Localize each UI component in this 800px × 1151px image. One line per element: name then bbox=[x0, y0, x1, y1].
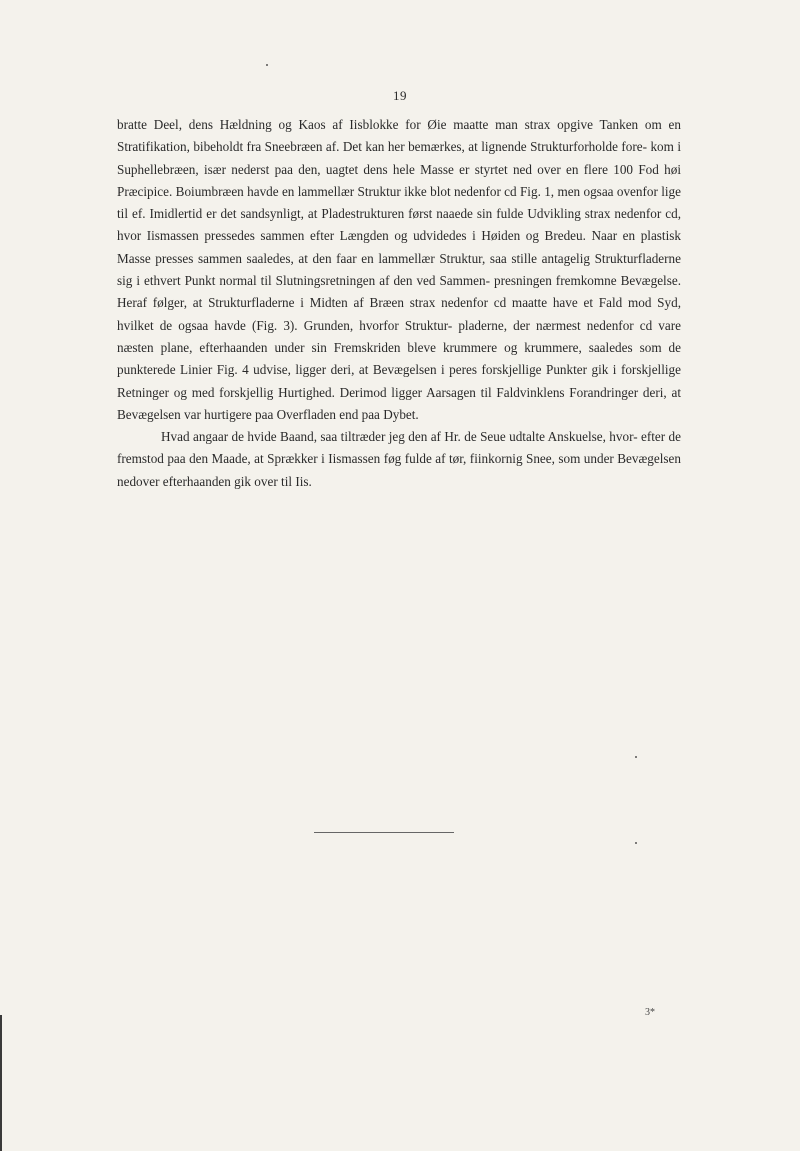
paragraph-2: Hvad angaar de hvide Baand, saa tiltræder jeg den af Hr. de Seue udtalte Anskuelse, hvor- efter de fremstod paa den Maade, at Sprækker i Iismassen føg fulde af tør, fiinkornig Snee, som under Bevægelsen nedover efterhaanden gik over til Iis. bbox=[117, 429, 681, 489]
section-divider bbox=[314, 832, 454, 833]
body-text bbox=[117, 114, 681, 493]
paper-speck bbox=[266, 64, 268, 66]
paragraph-1: bratte Deel, dens Hældning og Kaos af Iisblokke for Øie maatte man strax opgive Tanken om en Stratifikation, bibeholdt fra Sneebræen af. Det kan her bemærkes, at lignende Strukturforholde fore- kom i Suphellebræen, især nederst paa den, uagtet dens hele Masse er styrtet ned over en flere 100 Fod høi Præcipice. Boiumbræen havde en lammellær Struktur ikke blot nedenfor cd Fig. 1, men ogsaa ovenfor lige til ef. Imidlertid er det sandsynligt, at Pladestrukturen først naaede sin fulde Udvikling strax nedenfor cd, hvor Iismassen pressedes sammen efter Længden og udvidedes i Høiden og Bredeu. Naar en plastisk Masse presses sammen saaledes, at den faar en lammellær Struktur, saa stille antagelig Strukturfladerne sig i ethvert Punkt normal til Slutningsretningen af den ved Sammen- presningen fremkomne Bevægelse. Heraf følger, at Strukturfladerne i Midten af Bræen strax nedenfor cd maatte have et Fald mod Syd, hvilket de ogsaa havde (Fig. 3). Grunden, hvorfor Struktur- pladerne, der nærmest nedenfor cd vare næsten plane, efterhaanden under sin Fremskriden bleve krummere og krummere, saaledes som de punkterede Linier Fig. 4 udvise, ligger deri, at Bevægelsen i peres forskjellige Punkter gik i forskjellige Retninger og med forskjellig Hurtighed. Derimod ligger Aarsagen til Faldvinklens Forandringer deri, at Bevægelsen var hurtigere paa Overfladen end paa Dybet. bbox=[117, 117, 681, 422]
page-number: 19 bbox=[393, 88, 407, 103]
printer-signature: 3* bbox=[645, 1007, 655, 1018]
paper-speck bbox=[635, 842, 637, 844]
page-edge-shadow bbox=[0, 1015, 2, 1151]
paper-speck bbox=[635, 756, 637, 758]
